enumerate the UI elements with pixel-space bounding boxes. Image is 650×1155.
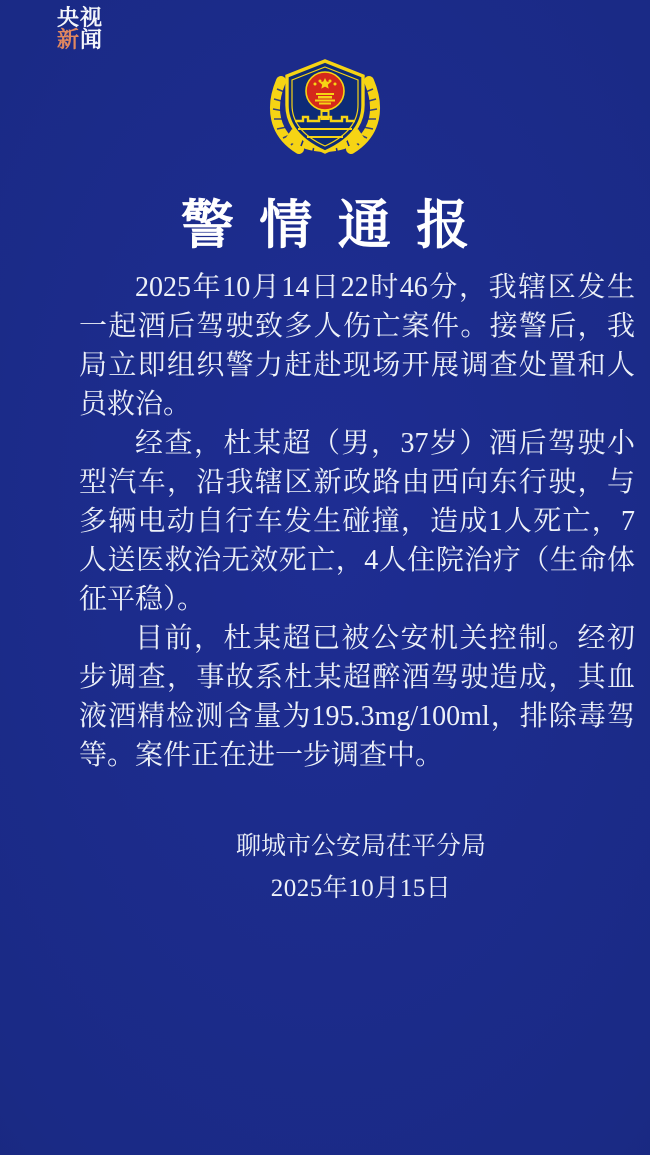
issuing-agency: 聊城市公安局茌平分局	[235, 833, 486, 860]
paragraph-3: 目前，杜某超已被公安机关控制。经初步调查，事故系杜某超醉酒驾驶造成，其血液酒精检测含量为195.3mg/100ml，排除毒驾等。案件正在进一步调查中。	[79, 623, 635, 771]
notice-body	[79, 268, 635, 775]
watermark-row1: 央视	[57, 5, 104, 30]
notice-title: 警情通报	[180, 197, 495, 255]
police-badge-icon	[265, 53, 385, 157]
issue-date: 2025年10月15日	[270, 875, 452, 902]
watermark-rest-char: 闻	[80, 27, 104, 52]
paragraph-1: 2025年10月14日22时46分，我辖区发生一起酒后驾驶致多人伤亡案件。接警后，我局立即组织警力赶赴现场开展调查处置和人员救治。	[79, 272, 635, 420]
paragraph-2: 经查，杜某超（男，37岁）酒后驾驶小型汽车，沿我辖区新政路由西向东行驶，与多辆电动自行车发生碰撞，造成1人死亡，7人送医救治无效死亡，4人住院治疗（生命体征平稳）。	[79, 428, 635, 615]
watermark-accent-char: 新	[57, 27, 81, 52]
signature-block	[0, 826, 650, 910]
watermark-row2	[57, 29, 103, 51]
cctv-news-watermark	[57, 7, 103, 51]
